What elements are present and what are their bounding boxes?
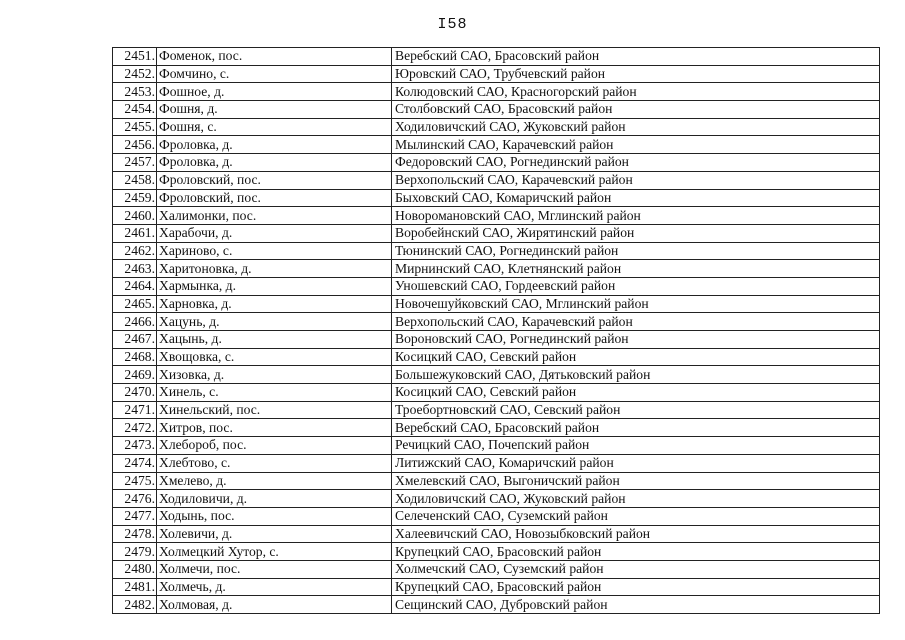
- settlement-name-cell: Харитоновка, д.: [157, 260, 392, 278]
- settlement-name-cell: Хлебороб, пос.: [157, 437, 392, 455]
- row-number-cell: 2458.: [113, 171, 157, 189]
- table-row: [113, 437, 880, 455]
- row-number-cell: 2475.: [113, 472, 157, 490]
- row-number-cell: 2453.: [113, 83, 157, 101]
- row-number-cell: 2465.: [113, 295, 157, 313]
- row-number-cell: 2473.: [113, 437, 157, 455]
- row-number-cell: 2470.: [113, 384, 157, 402]
- row-number-cell: 2476.: [113, 490, 157, 508]
- settlement-name-cell: Хариново, с.: [157, 242, 392, 260]
- table-row: [113, 578, 880, 596]
- row-number-cell: 2467.: [113, 331, 157, 349]
- settlement-name-cell: Фроловский, пос.: [157, 189, 392, 207]
- administration-cell: Селеченский САО, Суземский район: [392, 507, 880, 525]
- table-row: [113, 118, 880, 136]
- table-row: [113, 384, 880, 402]
- table-row: [113, 348, 880, 366]
- settlement-name-cell: Холмечь, д.: [157, 578, 392, 596]
- administration-cell: Крупецкий САО, Брасовский район: [392, 578, 880, 596]
- row-number-cell: 2455.: [113, 118, 157, 136]
- settlement-name-cell: Хинельский, пос.: [157, 401, 392, 419]
- row-number-cell: 2472.: [113, 419, 157, 437]
- row-number-cell: 2480.: [113, 560, 157, 578]
- row-number-cell: 2468.: [113, 348, 157, 366]
- settlement-name-cell: Фошня, с.: [157, 118, 392, 136]
- table-row: [113, 171, 880, 189]
- row-number-cell: 2481.: [113, 578, 157, 596]
- table-row: [113, 313, 880, 331]
- row-number-cell: 2463.: [113, 260, 157, 278]
- table-row: [113, 454, 880, 472]
- administration-cell: Верхопольский САО, Карачевский район: [392, 313, 880, 331]
- table-row: [113, 401, 880, 419]
- row-number-cell: 2452.: [113, 65, 157, 83]
- administration-cell: Юровский САО, Трубчевский район: [392, 65, 880, 83]
- settlement-table-body: [113, 48, 880, 614]
- settlement-name-cell: Фомчино, с.: [157, 65, 392, 83]
- row-number-cell: 2474.: [113, 454, 157, 472]
- settlement-name-cell: Хацынь, д.: [157, 331, 392, 349]
- settlement-name-cell: Холевичи, д.: [157, 525, 392, 543]
- table-row: [113, 136, 880, 154]
- administration-cell: Халеевичский САО, Новозыбковский район: [392, 525, 880, 543]
- table-row: [113, 331, 880, 349]
- settlement-name-cell: Халимонки, пос.: [157, 207, 392, 225]
- settlement-name-cell: Фошня, д.: [157, 101, 392, 119]
- row-number-cell: 2457.: [113, 154, 157, 172]
- row-number-cell: 2464.: [113, 277, 157, 295]
- settlement-name-cell: Хмелево, д.: [157, 472, 392, 490]
- administration-cell: Воробейнский САО, Жирятинский район: [392, 224, 880, 242]
- settlement-name-cell: Хизовка, д.: [157, 366, 392, 384]
- table-row: [113, 507, 880, 525]
- settlement-name-cell: Фроловка, д.: [157, 136, 392, 154]
- table-row: [113, 207, 880, 225]
- row-number-cell: 2462.: [113, 242, 157, 260]
- administration-cell: Столбовский САО, Брасовский район: [392, 101, 880, 119]
- settlement-name-cell: Харабочи, д.: [157, 224, 392, 242]
- administration-cell: Литижский САО, Комаричский район: [392, 454, 880, 472]
- administration-cell: Новоромановский САО, Мглинский район: [392, 207, 880, 225]
- row-number-cell: 2477.: [113, 507, 157, 525]
- settlement-name-cell: Хвощовка, с.: [157, 348, 392, 366]
- row-number-cell: 2461.: [113, 224, 157, 242]
- settlement-name-cell: Хармынка, д.: [157, 277, 392, 295]
- row-number-cell: 2469.: [113, 366, 157, 384]
- administration-cell: Быховский САО, Комаричский район: [392, 189, 880, 207]
- row-number-cell: 2456.: [113, 136, 157, 154]
- settlement-name-cell: Фроловский, пос.: [157, 171, 392, 189]
- administration-cell: Веребский САО, Брасовский район: [392, 48, 880, 66]
- administration-cell: Верхопольский САО, Карачевский район: [392, 171, 880, 189]
- administration-cell: Косицкий САО, Севский район: [392, 384, 880, 402]
- table-row: [113, 83, 880, 101]
- table-row: [113, 48, 880, 66]
- table-row: [113, 65, 880, 83]
- row-number-cell: 2471.: [113, 401, 157, 419]
- table-row: [113, 472, 880, 490]
- settlement-name-cell: Хинель, с.: [157, 384, 392, 402]
- table-row: [113, 419, 880, 437]
- settlement-name-cell: Фоменок, пос.: [157, 48, 392, 66]
- table-row: [113, 101, 880, 119]
- administration-cell: Тюнинский САО, Рогнединский район: [392, 242, 880, 260]
- row-number-cell: 2460.: [113, 207, 157, 225]
- row-number-cell: 2451.: [113, 48, 157, 66]
- administration-cell: Вороновский САО, Рогнединский район: [392, 331, 880, 349]
- settlement-name-cell: Хлебтово, с.: [157, 454, 392, 472]
- settlement-name-cell: Холмечи, пос.: [157, 560, 392, 578]
- settlement-name-cell: Фошное, д.: [157, 83, 392, 101]
- row-number-cell: 2459.: [113, 189, 157, 207]
- table-row: [113, 596, 880, 614]
- settlement-name-cell: Холмецкий Хутор, с.: [157, 543, 392, 561]
- administration-cell: Мирнинский САО, Клетнянский район: [392, 260, 880, 278]
- table-row: [113, 543, 880, 561]
- administration-cell: Хмелевский САО, Выгоничский район: [392, 472, 880, 490]
- administration-cell: Крупецкий САО, Брасовский район: [392, 543, 880, 561]
- settlement-name-cell: Ходиловичи, д.: [157, 490, 392, 508]
- settlement-table: [112, 47, 880, 614]
- administration-cell: Новочешуйковский САО, Мглинский район: [392, 295, 880, 313]
- administration-cell: Холмечский САО, Суземский район: [392, 560, 880, 578]
- administration-cell: Колюдовский САО, Красногорский район: [392, 83, 880, 101]
- table-row: [113, 189, 880, 207]
- settlement-name-cell: Харновка, д.: [157, 295, 392, 313]
- table-row: [113, 560, 880, 578]
- administration-cell: Федоровский САО, Рогнединский район: [392, 154, 880, 172]
- table-row: [113, 525, 880, 543]
- table-row: [113, 490, 880, 508]
- settlement-name-cell: Фроловка, д.: [157, 154, 392, 172]
- administration-cell: Речицкий САО, Почепский район: [392, 437, 880, 455]
- administration-cell: Веребский САО, Брасовский район: [392, 419, 880, 437]
- administration-cell: Сещинский САО, Дубровский район: [392, 596, 880, 614]
- settlement-name-cell: Ходынь, пос.: [157, 507, 392, 525]
- administration-cell: Мылинский САО, Карачевский район: [392, 136, 880, 154]
- table-row: [113, 295, 880, 313]
- table-row: [113, 224, 880, 242]
- administration-cell: Троебортновский САО, Севский район: [392, 401, 880, 419]
- administration-cell: Большежуковский САО, Дятьковский район: [392, 366, 880, 384]
- row-number-cell: 2454.: [113, 101, 157, 119]
- row-number-cell: 2466.: [113, 313, 157, 331]
- table-row: [113, 366, 880, 384]
- administration-cell: Косицкий САО, Севский район: [392, 348, 880, 366]
- settlement-name-cell: Хацунь, д.: [157, 313, 392, 331]
- row-number-cell: 2478.: [113, 525, 157, 543]
- row-number-cell: 2479.: [113, 543, 157, 561]
- table-row: [113, 242, 880, 260]
- page-number: I58: [437, 16, 468, 33]
- settlement-name-cell: Холмовая, д.: [157, 596, 392, 614]
- table-row: [113, 260, 880, 278]
- settlement-name-cell: Хитров, пос.: [157, 419, 392, 437]
- administration-cell: Уношевский САО, Гордеевский район: [392, 277, 880, 295]
- row-number-cell: 2482.: [113, 596, 157, 614]
- administration-cell: Ходиловичский САО, Жуковский район: [392, 118, 880, 136]
- administration-cell: Ходиловичский САО, Жуковский район: [392, 490, 880, 508]
- table-row: [113, 154, 880, 172]
- table-row: [113, 277, 880, 295]
